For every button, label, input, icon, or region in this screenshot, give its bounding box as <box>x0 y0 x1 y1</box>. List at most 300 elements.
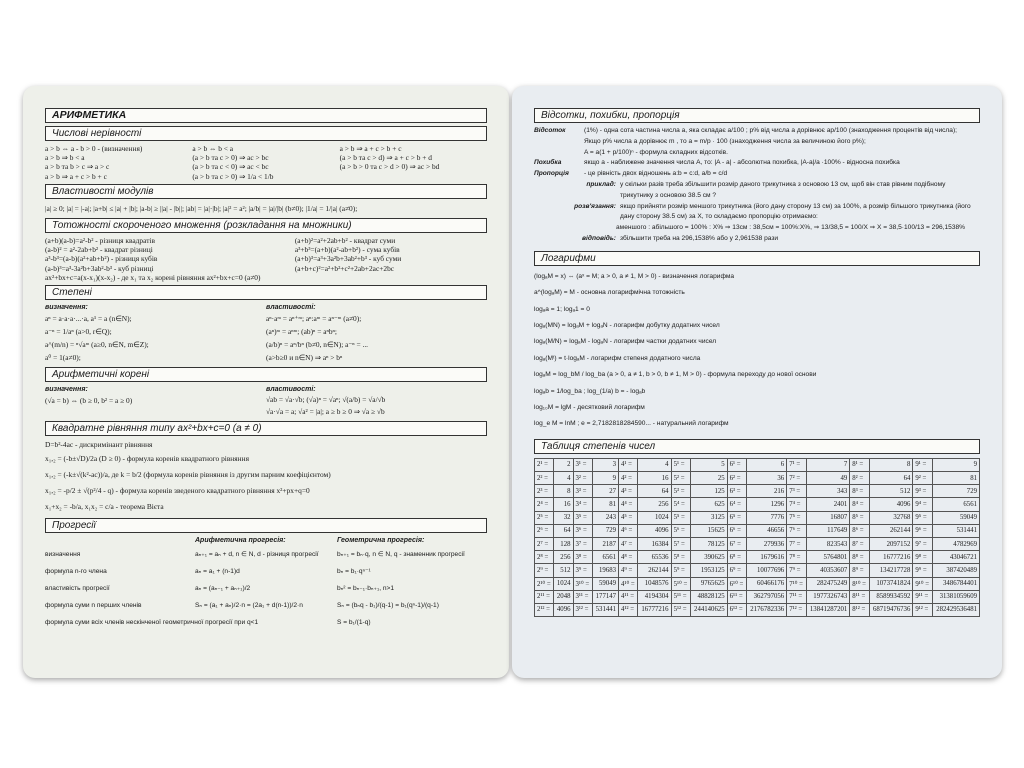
power-label: 9³ = <box>913 485 932 498</box>
formula: a > b ⇒ a + c > b + c <box>45 171 107 181</box>
formula: |a| ≥ 0; |a| = |-a|; |a+b| ≤ |a| + |b|; |a-b| ≥ ||a| - |b||; |ab| = |a|·|b|; |a|² = a²; |a/b| = |a|/|b| (b≠0); |1/a| = 1/|a| (a≠0); <box>45 203 358 213</box>
power-label: 9⁹ = <box>913 564 932 577</box>
formula: aⁿ·aᵐ = aⁿ⁺ᵐ; aⁿ:aᵐ = aⁿ⁻ᵐ (a≠0); <box>266 314 362 324</box>
power-value: 3125 <box>690 511 727 524</box>
power-label: 6² = <box>727 472 746 485</box>
table-row <box>535 458 980 471</box>
formula: (a+b)³=a³+3a²b+3ab²+b³ - куб суми <box>294 254 402 264</box>
formula: √ab = √a·√b; (√a)ⁿ = √aⁿ; √(a/b) = √a/√b <box>266 395 386 405</box>
text-line <box>534 234 980 245</box>
power-label: 9⁷ = <box>913 537 932 550</box>
progression-head <box>45 536 487 545</box>
power-label: 5³ = <box>671 485 690 498</box>
power-value: 40353607 <box>806 564 850 577</box>
power-value: 32 <box>554 511 573 524</box>
power-value: 262144 <box>638 564 671 577</box>
formula: a > b ⇔ a - b > 0 - (визначення) <box>45 144 143 153</box>
text-line <box>534 148 980 159</box>
subheading: визначення: <box>45 304 88 312</box>
power-label: 9¹¹ = <box>913 590 932 603</box>
power-value: 282475249 <box>806 577 850 590</box>
power-label: 5⁸ = <box>671 551 690 564</box>
geometric-head: Геометрична прогресія: <box>337 537 425 545</box>
power-value: 282429536481 <box>932 603 979 616</box>
table-row <box>535 485 980 498</box>
power-label: 5² = <box>671 472 690 485</box>
formula: (a > b та c > 0) ⇒ ac > bc <box>192 153 269 163</box>
power-label: 7⁵ = <box>787 511 806 524</box>
power-label: 3⁷ = <box>573 537 592 550</box>
power-value: 10077696 <box>746 564 786 577</box>
section-title: Тотожності скороченого множення (розкладання на множники) <box>45 218 487 233</box>
power-label: 3¹² = <box>573 603 592 616</box>
power-value: 1024 <box>638 511 671 524</box>
geometric-formula: Sₙ = (bₙq - b₁)/(q-1) = b₁(qⁿ-1)/(q-1) <box>337 601 439 609</box>
spacer <box>45 536 195 545</box>
power-value: 729 <box>592 524 618 537</box>
power-value: 729 <box>932 485 979 498</box>
power-value: 5764801 <box>806 551 850 564</box>
power-label: 4⁹ = <box>619 564 638 577</box>
power-value: 531441 <box>592 603 618 616</box>
formula: log₁₀M = lgM - десятковий логарифм <box>534 404 645 412</box>
formula: log_e M = lnM ; e = 2,7182818284590... - натуральний логарифм <box>534 420 729 428</box>
power-label: 7¹¹ = <box>787 590 806 603</box>
power-label: 4⁴ = <box>619 498 638 511</box>
power-label: 2³ = <box>535 485 554 498</box>
power-label: 4³ = <box>619 485 638 498</box>
line-label: Похибка <box>534 159 562 167</box>
power-value: 48828125 <box>690 590 727 603</box>
power-value: 343 <box>806 485 850 498</box>
formula: (a+b)²=a²+2ab+b² - квадрат суми <box>294 236 396 246</box>
formula: logₐ(M/N) = logₐM - logₐN - логарифм частки додатних чисел <box>534 338 717 346</box>
power-label: 2¹² = <box>535 603 554 616</box>
table-row <box>535 603 980 616</box>
power-label: 4¹¹ = <box>619 590 638 603</box>
power-value: 16807 <box>806 511 850 524</box>
left-content <box>45 108 487 634</box>
line-text: якщо прийняти розмір меншого трикутника (його дану сторону 13 см) за 100%, а розмір більшого трикутника (його дану сторону 38.5 см) за X, то складаємо пропорцію отримаємо: <box>620 202 971 221</box>
power-value: 4782969 <box>932 537 979 550</box>
power-label: 9⁶ = <box>913 524 932 537</box>
power-label: 3⁶ = <box>573 524 592 537</box>
power-value: 59049 <box>932 511 979 524</box>
power-label: 2¹⁰ = <box>535 577 554 590</box>
power-value: 3486784401 <box>932 577 979 590</box>
formula: (aⁿ)ᵐ = aⁿᵐ; (ab)ⁿ = aⁿbⁿ; <box>266 327 337 337</box>
formula: logₐM = log_bM / log_ba (a > 0, a ≠ 1, b > 0, b ≠ 1, M > 0) - формула переходу до нової основи <box>534 371 817 379</box>
text-line <box>534 158 980 169</box>
power-label: 4⁸ = <box>619 551 638 564</box>
power-label: 5⁶ = <box>671 524 690 537</box>
text-line <box>534 180 980 202</box>
right-page <box>512 86 1002 678</box>
quadratic-section <box>45 439 487 515</box>
power-label: 7⁶ = <box>787 524 806 537</box>
power-value: 1073741824 <box>869 577 913 590</box>
percent-section <box>534 126 980 245</box>
power-label: 5⁴ = <box>671 498 690 511</box>
inequalities-section <box>45 144 487 181</box>
power-value: 31381059609 <box>932 590 979 603</box>
formula: a⁻ⁿ = 1/aⁿ (a>0, r∈Q); <box>45 327 112 337</box>
power-label: 5¹ = <box>671 458 690 471</box>
power-value: 362797056 <box>746 590 786 603</box>
text-line <box>534 137 980 148</box>
power-label: 5⁷ = <box>671 537 690 550</box>
power-label: 6¹ = <box>727 458 746 471</box>
power-value: 8589934592 <box>869 590 913 603</box>
power-value: 59049 <box>592 577 618 590</box>
power-label: 6¹⁰ = <box>727 577 746 590</box>
formula: a^(logₐM) = M - основна логарифмічна тотожність <box>534 289 685 297</box>
power-label: 2⁹ = <box>535 564 554 577</box>
line-text: збільшити треба на 296,1538% або у 2,961538 рази <box>620 234 779 242</box>
progression-row <box>45 597 487 614</box>
progressions-section <box>45 536 487 630</box>
section-title: Властивості модулів <box>45 184 487 199</box>
power-value: 1679616 <box>746 551 786 564</box>
power-value: 1048576 <box>638 577 671 590</box>
power-label: 3⁵ = <box>573 511 592 524</box>
power-label: 7⁸ = <box>787 551 806 564</box>
formula: logₐa = 1; logₐ1 = 0 <box>534 305 590 313</box>
power-value: 16 <box>638 472 671 485</box>
power-label: 3⁸ = <box>573 551 592 564</box>
line-text: у скільки разів треба збільшити розмір даного трикутника з основою 13 см, щоб він став рівним подібному трикутнику з основою 38.5 см ? <box>620 180 946 199</box>
power-value: 6 <box>746 458 786 471</box>
progression-row <box>45 614 487 631</box>
power-value: 256 <box>638 498 671 511</box>
column <box>266 303 487 364</box>
right-content <box>534 108 980 617</box>
modulus-section <box>45 202 487 215</box>
line-label <box>534 223 616 234</box>
power-value: 256 <box>554 551 573 564</box>
power-label: 6¹¹ = <box>727 590 746 603</box>
power-label: 4⁶ = <box>619 524 638 537</box>
arithmetic-formula: Sₙ = (a₁ + aₙ)/2·n = (2a₁ + d(n-1))/2·n <box>195 601 303 609</box>
power-label: 8⁸ = <box>850 551 869 564</box>
power-label: 7⁹ = <box>787 564 806 577</box>
formula: a³-b³=(a-b)(a²+ab+b²) - різниця кубів <box>45 254 158 264</box>
arithmetic-formula: aₙ₊₁ = aₙ + d, n ∈ N, d - різниця прогресії <box>195 550 319 558</box>
line-text: якщо a - наближене значення числа A, то: |A - a| - абсолютна похибка, |A-a|/a ·100% - відносна похибка <box>584 159 900 167</box>
power-label: 7² = <box>787 472 806 485</box>
section-title: Квадратне рівняння типу ax²+bx+c=0 (a ≠ 0) <box>45 421 487 436</box>
power-value: 15625 <box>690 524 727 537</box>
formula: a > b ⇒ a + c > b + c <box>339 144 402 153</box>
power-value: 4194304 <box>638 590 671 603</box>
power-label: 8² = <box>850 472 869 485</box>
arithmetic-head: Арифметична прогресія: <box>195 537 286 545</box>
formula: a³+b³=(a+b)(a²-ab+b²) - сума кубів <box>294 245 400 255</box>
power-value: 43046721 <box>932 551 979 564</box>
power-value: 9 <box>592 472 618 485</box>
power-value: 81 <box>592 498 618 511</box>
line-text: aменшого : aбільшого = 100% : X% ⇒ 13см : 38,5см = 100%:X%, ⇒ 13/38,5 = 100/X ⇒ X = 38,5·100/13 = 296,1538% <box>616 224 966 232</box>
formula: (a > b > 0 та c > d > 0) ⇒ ac > bd <box>339 162 440 172</box>
progression-row <box>45 546 487 563</box>
power-value: 6561 <box>592 551 618 564</box>
power-label: 4¹² = <box>619 603 638 616</box>
power-label: 7¹ = <box>787 458 806 471</box>
geometric-formula: S = b₁/(1-q) <box>337 618 371 626</box>
column <box>295 236 487 282</box>
section-title: Відсотки, похибки, пропорція <box>534 108 980 123</box>
power-value: 625 <box>690 498 727 511</box>
formula: logₐ(Mᵗ) = t·logₐM - логарифм степеня додатного числа <box>534 354 701 362</box>
formula: x₁+x₂ = -b/a, x₁x₂ = c/a - теорема Вієта <box>45 502 164 512</box>
power-label: 7¹⁰ = <box>787 577 806 590</box>
section-title: Прогресії <box>45 518 487 533</box>
column <box>266 385 487 418</box>
power-label: 7⁷ = <box>787 537 806 550</box>
table-row <box>535 524 980 537</box>
power-label: 5¹² = <box>671 603 690 616</box>
power-label: 6⁴ = <box>727 498 746 511</box>
formula: logₐb = 1/log_ba ; log_(1/a) b = - logₐb <box>534 387 646 395</box>
power-value: 64 <box>638 485 671 498</box>
arithmetic-title: АРИФМЕТИКА <box>45 108 487 123</box>
line-text: - це рівність двох відношень a:b = c:d, a/b = c/d <box>584 170 728 178</box>
power-value: 279936 <box>746 537 786 550</box>
formula: (logₐM = x) ⇔ (aˣ = M; a > 0, a ≠ 1, M > 0) - визначення логарифма <box>534 272 735 280</box>
line-label: розв'язання: <box>574 202 616 210</box>
power-label: 7¹² = <box>787 603 806 616</box>
formula: x₁,₂ = (-b±√D)/2a (D ≥ 0) - формула коренів квадратного рівняння <box>45 454 249 464</box>
geometric-formula: bₙ₊₁ = bₙ·q, n ∈ N, q - знаменник прогресії <box>337 550 465 558</box>
power-value: 244140625 <box>690 603 727 616</box>
progression-row <box>45 563 487 580</box>
power-value: 81 <box>932 472 979 485</box>
power-value: 16 <box>554 498 573 511</box>
line-label <box>534 137 584 148</box>
line-text: (1%) - одна сота частина числа a, яка складає a/100 ; p% від числа a дорівнює ap/100 (знаходження процентів від числа); <box>584 127 957 134</box>
power-label: 6⁵ = <box>727 511 746 524</box>
power-label: 3⁹ = <box>573 564 592 577</box>
power-label: 8³ = <box>850 485 869 498</box>
geometric-formula: bₙ = b₁·qⁿ⁻¹ <box>337 567 371 575</box>
power-value: 243 <box>592 511 618 524</box>
power-label: 4² = <box>619 472 638 485</box>
power-label: 8⁶ = <box>850 524 869 537</box>
section-title: Таблиця степенів чисел <box>534 439 980 454</box>
progression-row <box>45 580 487 597</box>
subheading: властивості: <box>266 386 316 394</box>
power-label: 5¹⁰ = <box>671 577 690 590</box>
left-page <box>23 86 509 678</box>
power-label: 7⁴ = <box>787 498 806 511</box>
power-value: 4096 <box>638 524 671 537</box>
power-label: 9⁵ = <box>913 511 932 524</box>
table-row <box>535 472 980 485</box>
power-label: 9⁸ = <box>913 551 932 564</box>
power-value: 117649 <box>806 524 850 537</box>
power-value: 262144 <box>869 524 913 537</box>
power-value: 60466176 <box>746 577 786 590</box>
power-label: 6⁶ = <box>727 524 746 537</box>
power-label: 8⁵ = <box>850 511 869 524</box>
column <box>45 144 192 181</box>
formula: logₐ(MN) = logₐM + logₐN - логарифм добутку додатних чисел <box>534 321 720 329</box>
formula: (a > b та c > d) ⇒ a + c > b + d <box>339 153 432 163</box>
power-label: 5⁵ = <box>671 511 690 524</box>
power-value: 216 <box>746 485 786 498</box>
power-value: 4096 <box>869 498 913 511</box>
power-value: 68719476736 <box>869 603 913 616</box>
column <box>192 144 339 181</box>
power-label: 3¹ = <box>573 458 592 471</box>
table-row <box>535 564 980 577</box>
power-value: 2097152 <box>869 537 913 550</box>
power-label: 6³ = <box>727 485 746 498</box>
line-text: Якщо p% числа a дорівнює m , то a = m/p · 100 (знаходження числа за величиною його p%); <box>584 137 866 145</box>
powers-table <box>534 458 980 617</box>
power-label: 2⁴ = <box>535 498 554 511</box>
power-label: 8¹¹ = <box>850 590 869 603</box>
power-value: 3 <box>592 458 618 471</box>
power-value: 13841287201 <box>806 603 850 616</box>
power-value: 64 <box>869 472 913 485</box>
formula: a^(m/n) = ⁿ√aᵐ (a≥0, n∈N, m∈Z); <box>45 340 149 350</box>
power-label: 4¹ = <box>619 458 638 471</box>
table-row <box>535 551 980 564</box>
table-row <box>535 498 980 511</box>
formula: aⁿ = a·a·a·...·a, a¹ = a (n∈N); <box>45 314 132 324</box>
text-line <box>534 223 980 234</box>
line-text: A = a(1 + p/100)ⁿ - формула складних відсотків. <box>584 148 728 156</box>
identities-section <box>45 236 487 282</box>
row-label: формула суми n перших членів <box>45 601 142 609</box>
power-label: 2⁷ = <box>535 537 554 550</box>
power-value: 78125 <box>690 537 727 550</box>
row-label: формула суми всіх членів нескінченої геометричної прогресії при q<1 <box>45 618 259 626</box>
power-value: 4096 <box>554 603 573 616</box>
power-value: 2401 <box>806 498 850 511</box>
power-value: 32768 <box>869 511 913 524</box>
power-label: 6⁸ = <box>727 551 746 564</box>
power-value: 128 <box>554 537 573 550</box>
power-label: 8⁴ = <box>850 498 869 511</box>
logarithms-section <box>534 269 980 433</box>
power-value: 9765625 <box>690 577 727 590</box>
table-row <box>535 511 980 524</box>
line-label <box>534 148 584 159</box>
formula: x₁,₂ = (-k±√(k²-ac))/a, де k = b/2 (формула коренів рівняння із другим парним коефіцієнтом) <box>45 470 331 480</box>
section-title: Числові нерівності <box>45 126 487 141</box>
row-label: визначення <box>45 550 81 558</box>
table-row <box>535 537 980 550</box>
formula: (a>b≥0 и n∈N) ⇒ aⁿ > bⁿ <box>266 353 343 363</box>
formula: a > b ⇒ b < a <box>45 153 85 163</box>
power-label: 9² = <box>913 472 932 485</box>
power-value: 1953125 <box>690 564 727 577</box>
power-value: 134217728 <box>869 564 913 577</box>
roots-section <box>45 385 487 418</box>
power-value: 6561 <box>932 498 979 511</box>
line-label: відповідь: <box>582 234 616 242</box>
power-value: 531441 <box>932 524 979 537</box>
power-value: 49 <box>806 472 850 485</box>
power-label: 4⁷ = <box>619 537 638 550</box>
power-label: 8¹⁰ = <box>850 577 869 590</box>
line-label: Пропорція <box>534 170 569 178</box>
line-label: Відсоток <box>534 127 566 134</box>
power-value: 7 <box>806 458 850 471</box>
formula: (√a = b) ⇔ (b ≥ 0, b² = a ≥ 0) <box>45 396 133 406</box>
power-value: 7776 <box>746 511 786 524</box>
power-value: 823543 <box>806 537 850 550</box>
power-value: 1024 <box>554 577 573 590</box>
power-value: 65536 <box>638 551 671 564</box>
formula: a > b та b > c ⇒ a > c <box>45 162 110 172</box>
subheading: властивості: <box>266 304 316 312</box>
line-label: приклад: <box>586 180 616 188</box>
power-value: 512 <box>869 485 913 498</box>
power-value: 46656 <box>746 524 786 537</box>
power-label: 8¹² = <box>850 603 869 616</box>
text-line <box>534 202 980 224</box>
row-label: формула n-го члена <box>45 567 107 575</box>
power-value: 8 <box>554 485 573 498</box>
power-value: 5 <box>690 458 727 471</box>
formula: (a+b)(a-b)=a²-b² - різниця квадратів <box>45 236 155 246</box>
power-value: 9 <box>932 458 979 471</box>
column <box>45 385 266 418</box>
formula: √a·√a = a; √a² = |a|; a ≥ b ≥ 0 ⇒ √a ≥ √b <box>266 407 385 417</box>
power-label: 3² = <box>573 472 592 485</box>
power-value: 387420489 <box>932 564 979 577</box>
subheading: визначення: <box>45 386 88 394</box>
power-label: 3¹¹ = <box>573 590 592 603</box>
formula: (a+b+c)²=a²+b²+c²+2ab+2ac+2bc <box>294 263 395 273</box>
power-label: 6⁹ = <box>727 564 746 577</box>
formula: D=b²-4ac - дискримінант рівняння <box>45 440 153 450</box>
arithmetic-formula: aₙ = a₁ + (n-1)d <box>195 567 240 575</box>
power-value: 16777216 <box>869 551 913 564</box>
power-label: 3³ = <box>573 485 592 498</box>
power-value: 8 <box>869 458 913 471</box>
power-label: 4¹⁰ = <box>619 577 638 590</box>
formula: x₁,₂ = -p/2 ± √(p²/4 - q) - формула коренів зведеного квадратного рівняння x²+px+q=0 <box>45 486 310 496</box>
formula: (a-b)² = a²-2ab+b² - квадрат різниці <box>45 245 153 255</box>
power-value: 177147 <box>592 590 618 603</box>
power-label: 2⁸ = <box>535 551 554 564</box>
power-label: 9⁴ = <box>913 498 932 511</box>
column <box>340 144 487 181</box>
power-label: 3⁴ = <box>573 498 592 511</box>
power-value: 16777216 <box>638 603 671 616</box>
power-label: 7³ = <box>787 485 806 498</box>
section-title: Логарифми <box>534 251 980 266</box>
text-line <box>534 169 980 180</box>
formula: a⁰ = 1(a≠0); <box>45 353 81 363</box>
power-label: 2⁶ = <box>535 524 554 537</box>
power-value: 36 <box>746 472 786 485</box>
power-label: 2¹ = <box>535 458 554 471</box>
power-label: 4⁵ = <box>619 511 638 524</box>
power-label: 2¹¹ = <box>535 590 554 603</box>
table-row <box>535 577 980 590</box>
column <box>45 303 266 364</box>
powers-section <box>45 303 487 364</box>
power-label: 2² = <box>535 472 554 485</box>
power-label: 8⁹ = <box>850 564 869 577</box>
power-label: 8⁷ = <box>850 537 869 550</box>
formula: ax²+bx+c=a(x-x₁)(x-x₂) - де x₁ та x₂ корені рівняння ax²+bx+c=0 (a≠0) <box>45 272 261 282</box>
